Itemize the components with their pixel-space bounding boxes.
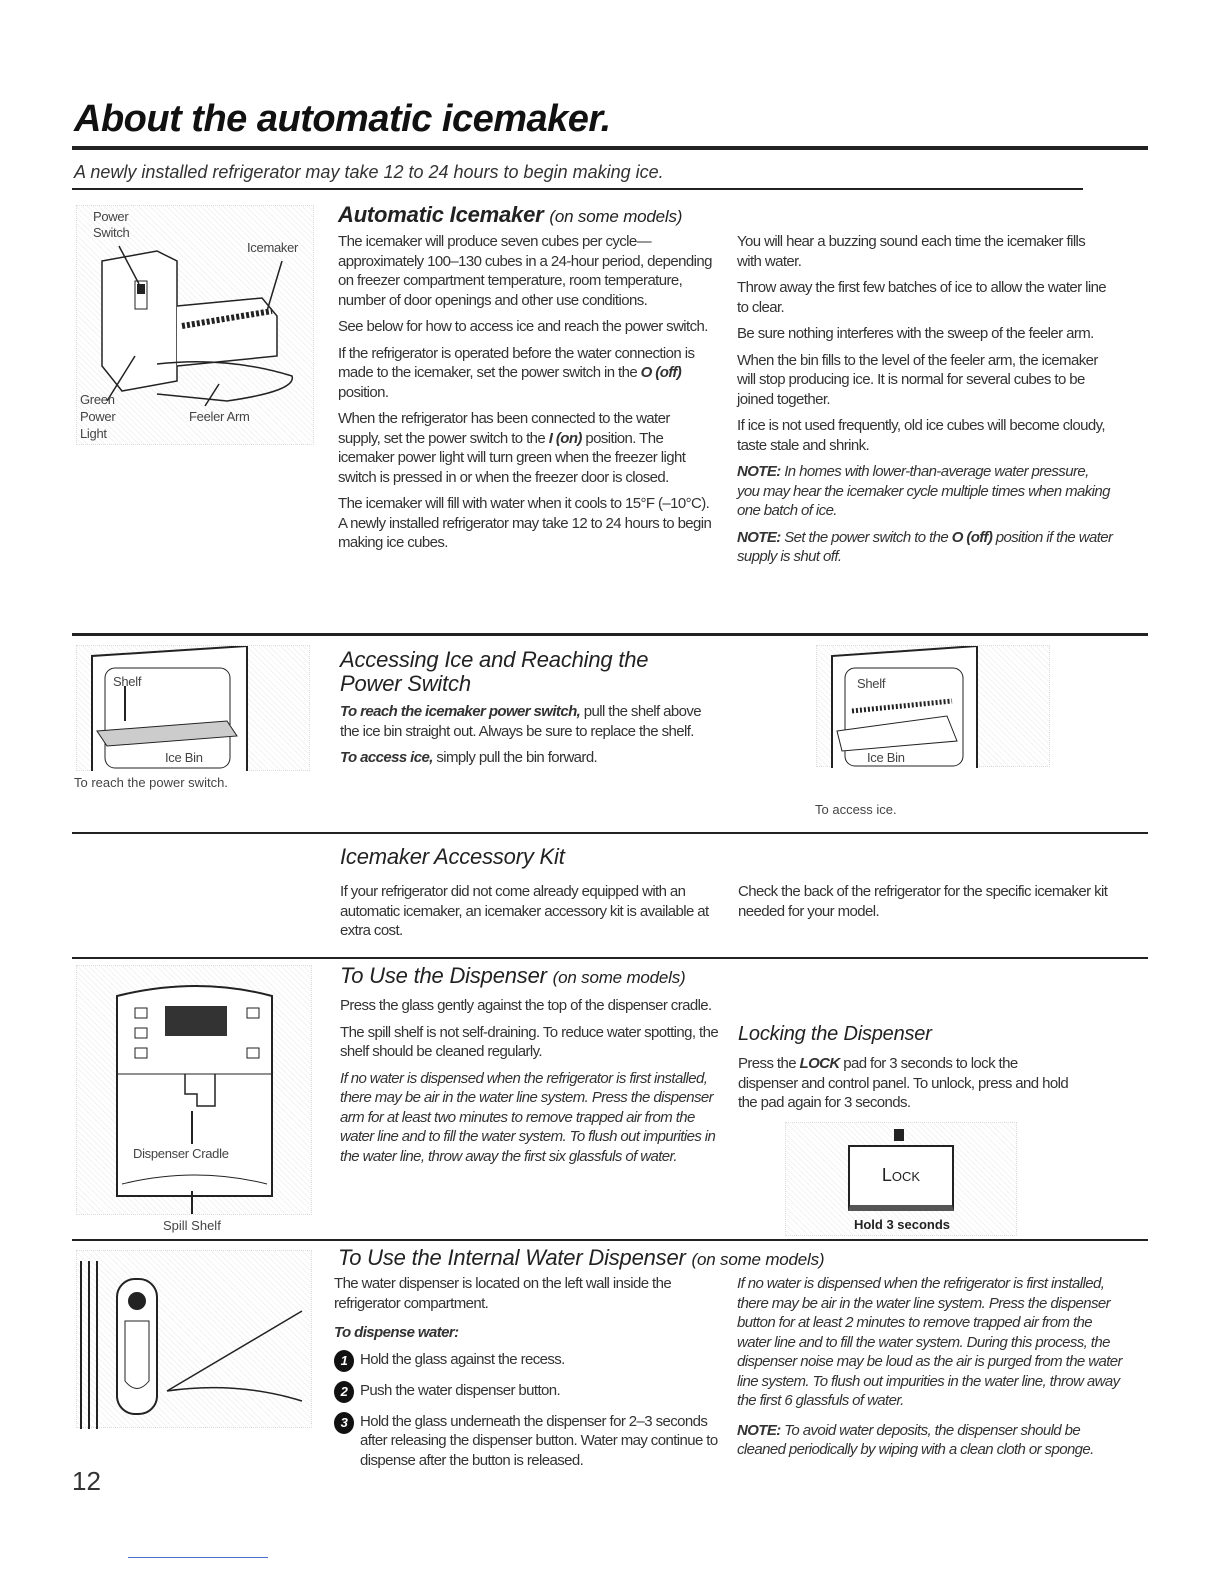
internal-dispenser-text — [334, 1274, 719, 1479]
label-green-power-light: Green — [80, 392, 115, 407]
label-ice-bin: Ice Bin — [867, 750, 905, 765]
shelf-illustration — [76, 645, 310, 771]
note-text: Set the power switch to the — [780, 528, 952, 546]
internal-water-dispenser-illustration — [76, 1250, 312, 1428]
water-dispenser-drawing — [77, 1251, 313, 1429]
icemaker-column-2 — [737, 232, 1113, 574]
divider — [72, 1239, 1148, 1241]
off-position: O (off) — [640, 364, 682, 381]
page-number: 12 — [72, 1466, 101, 1496]
note-text: In homes with lower-than-average water pressure, you may hear the icemaker cycle multiple times when making one batch of ice. — [737, 463, 1110, 519]
on-position: I (on) — [548, 429, 582, 447]
paragraph: If no water is dispensed when the refrigerator is first installed, there may be air in the water line system. Press the dispenser arm for at least two minutes to remove trapped air from the water line and to fill the water system. To flush out impurities in the water line, throw away the first six glassfuls of water. — [340, 1069, 716, 1165]
note-label: NOTE: — [737, 463, 781, 480]
divider — [72, 633, 1148, 636]
page-title: About the automatic icemaker. — [74, 98, 611, 140]
text: position. The icemaker power light will turn green when the freezer light switch is pressed in or when the freezer door is closed. — [338, 429, 686, 486]
paragraph — [338, 409, 714, 487]
note-label: NOTE: — [737, 528, 781, 546]
paragraph: The spill shelf is not self-draining. To reduce water spotting, the shelf should be cleaned regularly. — [340, 1023, 719, 1060]
divider — [72, 832, 1148, 834]
paragraph: The icemaker will fill with water when it cools to 15°F (–10°C). A newly installed refrigerator may take 12 to 24 hours to begin making ice cubes. — [338, 495, 712, 551]
note — [737, 462, 1113, 521]
text: When the refrigerator has been connected to the water supply, set the power switch to the — [338, 410, 670, 447]
subheading: To dispense water: — [334, 1324, 459, 1341]
step-2 — [334, 1381, 719, 1403]
section-heading-internal-water-dispenser — [338, 1246, 824, 1272]
divider — [72, 146, 1148, 150]
lock-pad-illustration — [785, 1122, 1017, 1236]
heading-text: To Use the Internal Water Dispenser — [338, 1245, 686, 1270]
page-subtitle: A newly installed refrigerator may take 12 to 24 hours to begin making ice. — [74, 162, 664, 182]
note-text: position if the water supply is shut off. — [737, 528, 1113, 565]
step-text: Hold the glass against the recess. — [360, 1350, 565, 1368]
footer-line — [128, 1557, 268, 1558]
step-3 — [334, 1412, 719, 1471]
heading-note: (on some models) — [552, 968, 686, 987]
lead: To reach the icemaker power switch, — [340, 703, 581, 720]
paragraph: You will hear a buzzing sound each time the icemaker fills with water. — [737, 233, 1086, 270]
step-text: Push the water dispenser button. — [360, 1381, 561, 1399]
label-green-power-light: Light — [80, 426, 107, 441]
paragraph: If ice is not used frequently, old ice cubes will become cloudy, taste stale and shrink. — [737, 417, 1105, 454]
label-power-switch: Power — [93, 209, 129, 224]
heading-locking-dispenser: Locking the Dispenser — [738, 1023, 932, 1045]
icemaker-column-1 — [338, 232, 714, 560]
dispenser-illustration — [76, 965, 312, 1215]
paragraph: When the bin fills to the level of the feeler arm, the icemaker will stop producing ice. It is normal for several cubes to be joined together. — [737, 351, 1098, 408]
accessory-kit-text: If your refrigerator did not come already equipped with an automatic icemaker, an icemaker accessory kit is available at extra cost. — [340, 883, 709, 939]
text: Press the — [738, 1055, 800, 1072]
paragraph: Be sure nothing interferes with the sweep of the feeler arm. — [737, 325, 1094, 342]
heading-text: To Use the Dispenser — [340, 963, 547, 988]
label-power-switch: Switch — [93, 225, 130, 240]
note — [737, 1421, 1122, 1460]
figure-caption: To access ice. — [815, 802, 897, 817]
heading-note: (on some models) — [691, 1250, 825, 1269]
dispenser-drawing — [77, 966, 313, 1216]
paragraph — [338, 344, 714, 403]
label-icemaker: Icemaker — [247, 240, 299, 255]
indicator-light-icon — [894, 1129, 904, 1141]
label-spill-shelf: Spill Shelf — [163, 1218, 221, 1233]
paragraph: If no water is dispensed when the refrigerator is first installed, there may be air in the water line system. Press the dispenser button for at least 2 minutes to remove trapped air from the water line and to fill the water system. During this process, the dispenser noise may be loud as the air is purged from the water line system. To flush out impurities in the water line, throw away the first 6 glassfuls of water. — [737, 1275, 1122, 1409]
paragraph: The water dispenser is located on the left wall inside the refrigerator compartment. — [334, 1275, 672, 1312]
paragraph — [340, 748, 710, 768]
text: simply pull the bin forward. — [432, 749, 598, 766]
step-text: Hold the glass underneath the dispenser for 2–3 seconds after releasing the dispenser button. Water may continue to dispense after the button is released. — [360, 1412, 718, 1469]
label-shelf: Shelf — [857, 676, 886, 691]
divider — [72, 957, 1148, 959]
label-green-power-light: Power — [80, 409, 116, 424]
locking-text — [738, 1054, 1078, 1120]
note — [737, 528, 1113, 567]
step-number-icon: 2 — [334, 1381, 354, 1403]
heading-line: Power Switch — [340, 671, 471, 696]
lock-word: LOCK — [799, 1055, 840, 1072]
paragraph: The icemaker will produce seven cubes per cycle—approximately 100–130 cubes in a 24-hour period, depending on freezer compartment temperature, room temperature, number of door openings and other use conditions. — [338, 233, 712, 309]
divider — [72, 188, 1083, 190]
lock-button[interactable]: Lock — [848, 1145, 954, 1211]
text: pull the shelf above the ice bin straight out. Always be sure to replace the shelf. — [340, 703, 702, 740]
note-text: To avoid water deposits, the dispenser should be cleaned periodically by wiping with a clean cloth or sponge. — [737, 1421, 1094, 1458]
paragraph: See below for how to access ice and reach the power switch. — [338, 318, 708, 335]
step-1 — [334, 1350, 719, 1372]
icemaker-illustration — [76, 205, 314, 445]
label-ice-bin: Ice Bin — [165, 750, 203, 765]
heading-note: (on some models) — [549, 207, 683, 226]
paragraph: Throw away the first few batches of ice to allow the water line to clear. — [737, 279, 1107, 316]
label-shelf: Shelf — [113, 674, 142, 689]
text: position. — [338, 383, 389, 401]
text: pad for 3 seconds to lock the dispenser and control panel. To unlock, press and hold the pad again for 3 seconds. — [738, 1055, 1069, 1111]
ice-bin-illustration — [816, 645, 1050, 767]
text: If the refrigerator is operated before the water connection is made to the icemaker, set the power switch in the — [338, 344, 695, 381]
internal-dispenser-notes — [737, 1274, 1122, 1467]
section-heading-dispenser — [340, 964, 686, 990]
section-heading-accessory-kit: Icemaker Accessory Kit — [340, 844, 565, 869]
lead: To access ice, — [340, 749, 433, 766]
off-position: O (off) — [951, 528, 993, 546]
paragraph: Press the glass gently against the top of the dispenser cradle. — [340, 997, 712, 1014]
step-number-icon: 3 — [334, 1412, 354, 1434]
heading-text: Automatic Icemaker — [338, 202, 544, 227]
note-label: NOTE: — [737, 1421, 781, 1439]
label-dispenser-cradle: Dispenser Cradle — [133, 1146, 229, 1161]
label-feeler-arm: Feeler Arm — [189, 409, 250, 424]
figure-caption: To reach the power switch. — [74, 775, 228, 790]
paragraph — [340, 702, 710, 741]
step-number-icon: 1 — [334, 1350, 354, 1372]
heading-line: Accessing Ice and Reaching the — [340, 647, 649, 672]
ice-bin-drawing — [817, 646, 1051, 768]
dispenser-text — [340, 996, 720, 1173]
section-heading-accessing-ice — [340, 648, 648, 696]
hold-3-seconds-label: Hold 3 seconds — [853, 1217, 951, 1232]
accessory-kit-text: Check the back of the refrigerator for the specific icemaker kit needed for your model. — [738, 883, 1108, 920]
section-heading-automatic-icemaker — [338, 203, 682, 229]
accessing-ice-text — [340, 702, 710, 775]
paragraph — [738, 1054, 1078, 1113]
